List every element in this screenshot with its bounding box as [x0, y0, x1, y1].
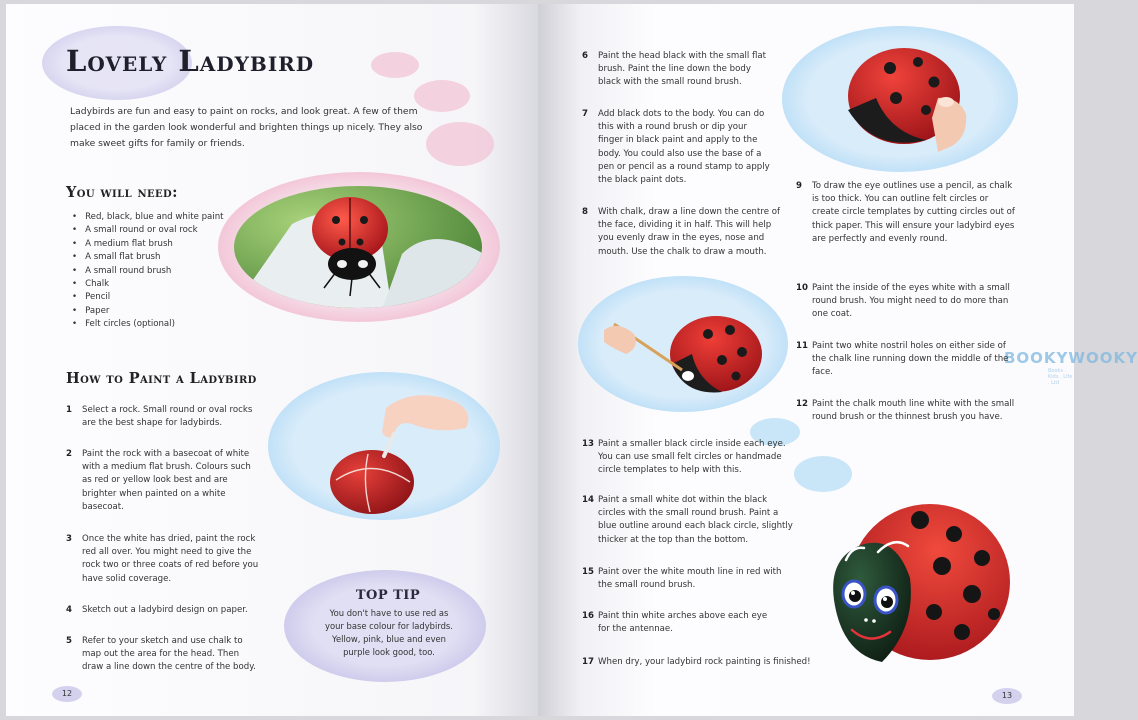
list-item: • Pencil [72, 291, 224, 304]
step-number: 9 [796, 181, 802, 191]
step-text: When dry, your ladybird rock painting is finished! [598, 657, 811, 667]
step-number: 1 [66, 405, 72, 415]
you-will-need-heading: You will need: [66, 184, 178, 201]
step-text: Paint a smaller black circle inside each eye. You can use small felt circles or handmade circle templates to help with this. [598, 439, 786, 476]
ladybird-photo [232, 184, 484, 310]
step-number: 12 [796, 399, 808, 409]
step-number: 14 [582, 495, 594, 505]
page-title: Lovely Ladybird [66, 44, 315, 78]
step-text: Paint thin white arches above each eye for the antennae. [598, 611, 768, 635]
step-7 [582, 108, 774, 187]
left-page [6, 4, 538, 716]
step-1 [66, 404, 256, 430]
materials-list [72, 211, 224, 332]
step-text: Paint the head black with the small flat brush. Paint the line down the body black with the small round brush. [598, 51, 767, 88]
step-11 [796, 340, 1018, 380]
step-number: 10 [796, 283, 808, 293]
list-item: • A small flat brush [72, 251, 224, 264]
step-text: Paint the rock with a basecoat of white with a medium flat brush. Colours such as red or yellow look best and are brighter when painted on a white basecoat. [82, 449, 251, 512]
step-6 [582, 50, 768, 90]
step-text: Paint a small white dot within the black circles with the small round brush. Paint a blue outline around each black circle, slightly thicker at the top than the bottom. [598, 495, 793, 545]
dotting-ladybird-illustration [834, 40, 984, 152]
right-page [538, 4, 1138, 716]
step-text: Add black dots to the body. You can do this with a round brush or dip your finger in black paint and apply to the body. You could also use the base of a pen or pencil as a round stamp to apply the black paint dots. [598, 109, 770, 186]
list-item: • Felt circles (optional) [72, 318, 224, 331]
top-tip-text: You don't have to use red as your base colour for ladybirds. Yellow, pink, blue and even purple look good, too. [325, 608, 453, 657]
finished-ladybird-illustration [824, 496, 1014, 672]
intro-paragraph: Ladybirds are fun and easy to paint on rocks, and look great. A few of them placed in the garden look wonderful and brighten things up nicely. They also make sweet gifts for family or friends. [70, 106, 423, 149]
watermark-subtext: Books . Kids . Life . Ltd [1048, 368, 1073, 386]
step-number: 17 [582, 657, 594, 667]
step-number: 3 [66, 534, 72, 544]
step-12 [796, 398, 1018, 424]
step-text: Select a rock. Small round or oval rocks are the best shape for ladybirds. [82, 405, 253, 429]
step-10 [796, 282, 1018, 322]
watermark-logo: BOOKYWOOKY [1004, 349, 1138, 367]
list-item: • A medium flat brush [72, 238, 224, 251]
decor-bubble [371, 52, 419, 78]
step-number: 5 [66, 636, 72, 646]
step-9 [796, 180, 1018, 246]
list-item: • Chalk [72, 278, 224, 291]
step-text: Paint two white nostril holes on either side of the chalk line running down the middle of the face. [812, 341, 1009, 378]
white-rock-illustration [306, 384, 486, 518]
page-number: 12 [52, 686, 82, 702]
step-text: Paint the chalk mouth line white with the small round brush or the thinnest brush you have. [812, 399, 1015, 423]
step-number: 6 [582, 51, 588, 61]
top-tip-title: TOP TIP [355, 588, 421, 603]
list-item: • Red, black, blue and white paint [72, 211, 224, 224]
step-text: Paint over the white mouth line in red with the small round brush. [598, 567, 782, 591]
chalk-ladybird-illustration [604, 304, 774, 400]
step-number: 15 [582, 567, 594, 577]
step-text: Sketch out a ladybird design on paper. [82, 605, 248, 615]
step-text: Once the white has dried, paint the rock red all over. You might need to give the rock two or three coats of red before you have solid coverage. [82, 534, 259, 584]
step-3 [66, 533, 262, 586]
step-8 [582, 206, 780, 259]
step-text: Paint the inside of the eyes white with a small round brush. You might need to do more than one coat. [812, 283, 1010, 320]
step-16 [582, 610, 768, 636]
how-to-heading: How to Paint a Ladybird [66, 370, 257, 387]
step-number: 4 [66, 605, 72, 615]
list-item: • A small round brush [72, 265, 224, 278]
step-number: 8 [582, 207, 588, 217]
step-4 [66, 604, 266, 617]
decor-bubble [794, 456, 852, 492]
step-number: 7 [582, 109, 588, 119]
step-number: 11 [796, 341, 808, 351]
step-text: To draw the eye outlines use a pencil, as chalk is too thick. You can outline felt circles or create circle templates by cutting circles out of thick paper. This will ensure your ladybird eyes are perfectly and evenly round. [812, 181, 1015, 244]
step-number: 13 [582, 439, 594, 449]
step-text: With chalk, draw a line down the centre of the face, dividing it in half. This will help you evenly draw in the eyes, nose and mouth. Use the chalk to draw a mouth. [598, 207, 780, 257]
list-item: • A small round or oval rock [72, 224, 224, 237]
step-5 [66, 635, 262, 675]
step-text: Refer to your sketch and use chalk to map out the area for the head. Then draw a line down the centre of the body. [82, 636, 256, 673]
step-2 [66, 448, 256, 514]
step-number: 2 [66, 449, 72, 459]
step-number: 16 [582, 611, 594, 621]
step-14 [582, 494, 796, 547]
step-15 [582, 566, 788, 592]
page-number: 13 [992, 688, 1022, 704]
list-item: • Paper [72, 305, 224, 318]
step-17 [582, 656, 822, 669]
step-13 [582, 438, 792, 478]
